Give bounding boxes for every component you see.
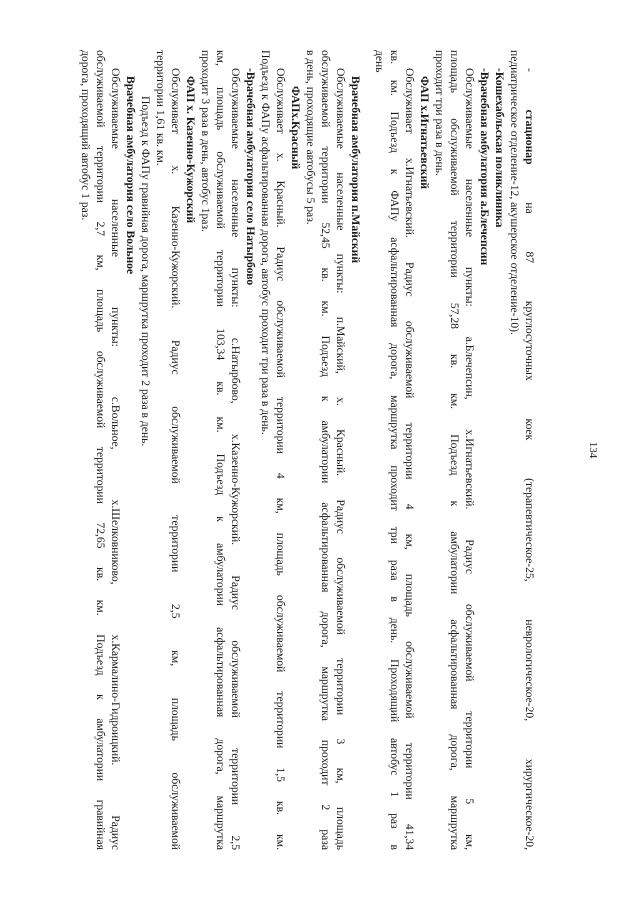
text-run: проходит 3 раза в день, автобус 1раз. (199, 50, 212, 232)
text-line (372, 50, 387, 850)
text-line (108, 50, 123, 850)
text-line (288, 50, 303, 850)
text-run: Обслуживаемые населенные пункты: с.Натырбово, х.Казенно-Кужорский. Радиус обслуживаемой территории 2,5 (229, 68, 242, 850)
text-line (138, 50, 153, 850)
bold-text: Врачебная амбулатория село Вольное (124, 76, 137, 275)
bold-text: ФАПх.Красный (289, 86, 302, 170)
text-line (387, 50, 402, 850)
text-run: проходит три раза в день. (433, 50, 446, 176)
text-line (258, 50, 273, 850)
text-run: Обслуживаемые населенные пункты: с.Вольное, х.Шелковниково, х.Кармалино-Гидроицкий. Радиус (109, 68, 122, 850)
text-line (168, 50, 183, 850)
text-line (402, 50, 417, 850)
text-line (78, 50, 93, 850)
bold-text: -Врачебная амбулатория а.Блечепсин (478, 68, 491, 266)
text-run: Обслуживаемые населенные пункты: а.Блечепсин, х.Игнатьевский. Радиус обслуживаемой территории 5 км, (463, 68, 476, 850)
text-run: Обслуживает х. Красный. Радиус обслуживаемой территории 4 км, площадь обслуживаемой территории 1,5 кв. км. (274, 68, 287, 850)
bold-text: Врачебная амбулатория п.Майский (349, 76, 362, 264)
text-run: обслуживаемой территории 52,45 кв. км. Подъезд к амбулатории асфальтированная дорога, маршрутка проходит 2 раза (319, 50, 332, 850)
text-run: территории 1,61 кв. км. (154, 50, 167, 166)
paragraph-gap (363, 50, 372, 850)
text-line (348, 50, 363, 850)
text-run: кв. км. Подъезд к ФАПу асфальтированная дорога, маршрутка проходит три раза в день. Проходящий автобус 1 раз в (388, 50, 401, 850)
text-run: в день, проходящие автобусы 5 раз. (304, 50, 317, 225)
rotated-text-block (45, 50, 600, 850)
text-line (183, 50, 198, 850)
text-line (522, 50, 537, 850)
text-run: Подъезд к ФАПу гравийная дорога, маршрутка проходит 2 раза в день. (139, 96, 152, 447)
text-line (153, 50, 168, 850)
text-run: Обслуживает х. Казенно-Кужорский. Радиус обслуживаемой территории 2,5 км, площадь обслуживаемой (169, 68, 182, 850)
text-line (432, 50, 447, 850)
text-run: педиатрическое отделение-12, акушерское отделение-10). (508, 50, 521, 335)
text-run: - (523, 68, 536, 110)
text-line (213, 50, 228, 850)
text-line (492, 50, 507, 850)
text-line (318, 50, 333, 850)
text-line (333, 50, 348, 850)
text-run: Обслуживаемые населенные пункты: п.Майский, х. Красный. Радиус обслуживаемой территории 3 км, площадь (334, 68, 347, 850)
text-run: день (373, 50, 386, 73)
text-run: км, площадь обслуживаемой территории 103,34 кв. км. Подъезд к амбулатории асфальтированная дорога, маршрутка (214, 50, 227, 850)
text-line (273, 50, 288, 850)
text-run: на 87 круглосуточных коек (терапевтическое-25, неврологическое-20, хирургическое-20, (523, 164, 536, 851)
document-body (78, 50, 537, 850)
text-line (417, 50, 432, 850)
text-line (447, 50, 462, 850)
text-line (507, 50, 522, 850)
text-run: Подъезд к ФАПу асфальтированная дорога, автобус проходит три раза в день. (259, 50, 272, 435)
text-line (243, 50, 258, 850)
bold-text: стационар (523, 109, 536, 165)
bold-text: ФАП х.Игнатьевский (418, 76, 431, 189)
text-line (477, 50, 492, 850)
text-line (462, 50, 477, 850)
bold-text: -Врачебная амбулатория село Натырбово (244, 68, 257, 286)
text-line (93, 50, 108, 850)
bold-text: ФАП х. Казенно-Кужорский (184, 76, 197, 224)
text-run: площадь обслуживаемой территории 57,28 кв. км. Подъезд к амбулатории асфальтированная дорога, маршрутка (448, 50, 461, 850)
text-line (303, 50, 318, 850)
text-line (228, 50, 243, 850)
text-run: дорога, проходящий автобус 1 раз. (79, 50, 92, 221)
page-number: 134 (587, 441, 599, 459)
bold-text: -Кошехабльская поликлиника (493, 68, 506, 228)
text-line (123, 50, 138, 850)
text-run: Обслуживает х.Игнатьевский. Радиус обслуживаемой территории 4 км, площадь обслуживаемой территории 41,34 (403, 68, 416, 850)
text-line (198, 50, 213, 850)
text-run: обслуживаемой территории 2,7 км, площадь обслуживаемой территории 72,65 кв. км. Подъезд к амбулатории гравийная (94, 50, 107, 850)
